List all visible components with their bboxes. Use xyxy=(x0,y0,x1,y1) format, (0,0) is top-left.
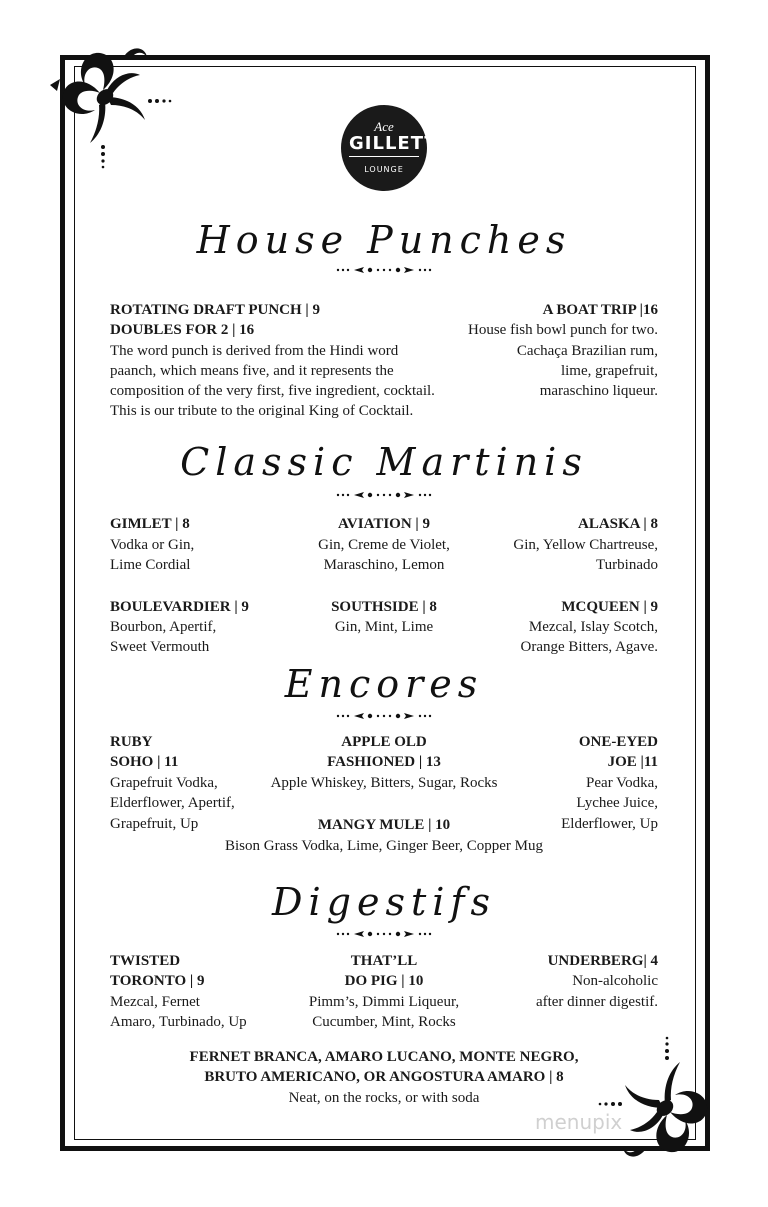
item-desc-line: The word punch is derived from the Hindi word xyxy=(110,343,399,359)
item-desc-line: Pear Vodka, xyxy=(586,775,658,791)
section-title-encores: Encores xyxy=(284,662,484,706)
item-name-twisted: TWISTED xyxy=(110,953,181,969)
item-name-southside: SOUTHSIDE | 8 xyxy=(331,599,437,615)
item-desc-line: Elderflower, Up xyxy=(561,816,658,832)
item-desc-line: Mezcal, Fernet xyxy=(110,994,200,1010)
logo-name: GILLETT'S xyxy=(349,133,419,157)
item-name-doubles: DOUBLES FOR 2 | 16 xyxy=(110,322,255,338)
item-desc-line: Gin, Mint, Lime xyxy=(334,619,434,635)
item-name-do-pig: DO PIG | 10 xyxy=(344,973,424,989)
divider-ornament xyxy=(334,929,434,939)
section-title-digestifs: Digestifs xyxy=(272,880,496,924)
item-name-underberg: UNDERBERG| 4 xyxy=(547,953,658,969)
item-name-toronto: TORONTO | 9 xyxy=(110,973,205,989)
item-desc-line: This is our tribute to the original King of Cocktail. xyxy=(110,403,414,419)
divider-ornament xyxy=(334,265,434,275)
divider-ornament xyxy=(334,490,434,500)
item-desc-line: Non-alcoholic xyxy=(572,973,658,989)
section-title-house-punches: House Punches xyxy=(196,218,572,262)
item-desc-line: Lime Cordial xyxy=(110,557,191,573)
item-name-thatll: THAT’LL xyxy=(350,953,418,969)
item-desc-line: after dinner digestif. xyxy=(535,994,658,1010)
item-desc-line: paanch, which means five, and it represents the xyxy=(110,363,394,379)
item-desc-line: Amaro, Turbinado, Up xyxy=(110,1014,247,1030)
item-desc-line: Neat, on the rocks, or with soda xyxy=(288,1090,480,1106)
item-desc-line: Grapefruit Vodka, xyxy=(110,775,218,791)
item-desc-line: composition of the very first, five ingredient, cocktail. xyxy=(110,383,435,399)
item-desc-line: maraschino liqueur. xyxy=(539,383,658,399)
logo-top-text: Ace xyxy=(374,119,394,134)
item-name-soho: SOHO | 11 xyxy=(110,754,179,770)
item-desc-line: Maraschino, Lemon xyxy=(323,557,445,573)
item-desc-line: lime, grapefruit, xyxy=(560,363,658,379)
item-desc-line: Gin, Yellow Chartreuse, xyxy=(513,537,658,553)
divider-ornament xyxy=(334,711,434,721)
item-desc-line: Pimm’s, Dimmi Liqueur, xyxy=(308,994,460,1010)
item-name-apple-old: APPLE OLD xyxy=(341,734,427,750)
item-name-mangy-mule: MANGY MULE | 10 xyxy=(317,817,451,833)
logo-bottom-text: LOUNGE xyxy=(364,165,404,174)
item-name-amaro-line-1: FERNET BRANCA, AMARO LUCANO, MONTE NEGRO, xyxy=(189,1049,579,1065)
lounge-logo xyxy=(341,105,459,191)
item-desc-line: Lychee Juice, xyxy=(576,795,658,811)
item-desc-line: Mezcal, Islay Scotch, xyxy=(528,619,658,635)
item-name-amaro-line-2: BRUTO AMERICANO, OR ANGOSTURA AMARO | 8 xyxy=(204,1069,564,1085)
item-name-gimlet: GIMLET | 8 xyxy=(110,516,190,532)
item-desc-line: Elderflower, Apertif, xyxy=(110,795,235,811)
item-desc-line: House fish bowl punch for two. xyxy=(468,322,658,338)
item-desc-line: Bison Grass Vodka, Lime, Ginger Beer, Copper Mug xyxy=(225,838,543,854)
item-desc-line: Vodka or Gin, xyxy=(110,537,195,553)
item-desc-line: Bourbon, Apertif, xyxy=(110,619,217,635)
item-name-rotating-draft-punch: ROTATING DRAFT PUNCH | 9 xyxy=(110,302,320,318)
item-desc-line: Cachaça Brazilian rum, xyxy=(516,343,658,359)
section-title-classic-martinis: Classic Martinis xyxy=(180,440,588,484)
item-desc-line: Sweet Vermouth xyxy=(110,639,210,655)
corner-ornament-top-left xyxy=(45,35,175,175)
item-desc-line: Grapefruit, Up xyxy=(110,816,199,832)
watermark: menupix xyxy=(535,1110,623,1134)
item-name-one-eyed: ONE-EYED xyxy=(578,734,658,750)
item-desc-line: Cucumber, Mint, Rocks xyxy=(312,1014,456,1030)
item-name-ruby: RUBY xyxy=(110,734,153,750)
item-name-fashioned: FASHIONED | 13 xyxy=(327,754,441,770)
item-desc-line: Orange Bitters, Agave. xyxy=(520,639,658,655)
item-desc-line: Turbinado xyxy=(596,557,658,573)
item-desc-line: Apple Whiskey, Bitters, Sugar, Rocks xyxy=(270,775,498,791)
item-name-joe: JOE |11 xyxy=(607,754,658,770)
item-name-boulevardier: BOULEVARDIER | 9 xyxy=(110,599,249,615)
item-name-alaska: ALASKA | 8 xyxy=(578,516,658,532)
item-name-aviation: AVIATION | 9 xyxy=(338,516,430,532)
item-desc-line: Gin, Creme de Violet, xyxy=(318,537,450,553)
item-name-mcqueen: MCQUEEN | 9 xyxy=(561,599,658,615)
item-name-a-boat-trip: A BOAT TRIP |16 xyxy=(542,302,658,318)
